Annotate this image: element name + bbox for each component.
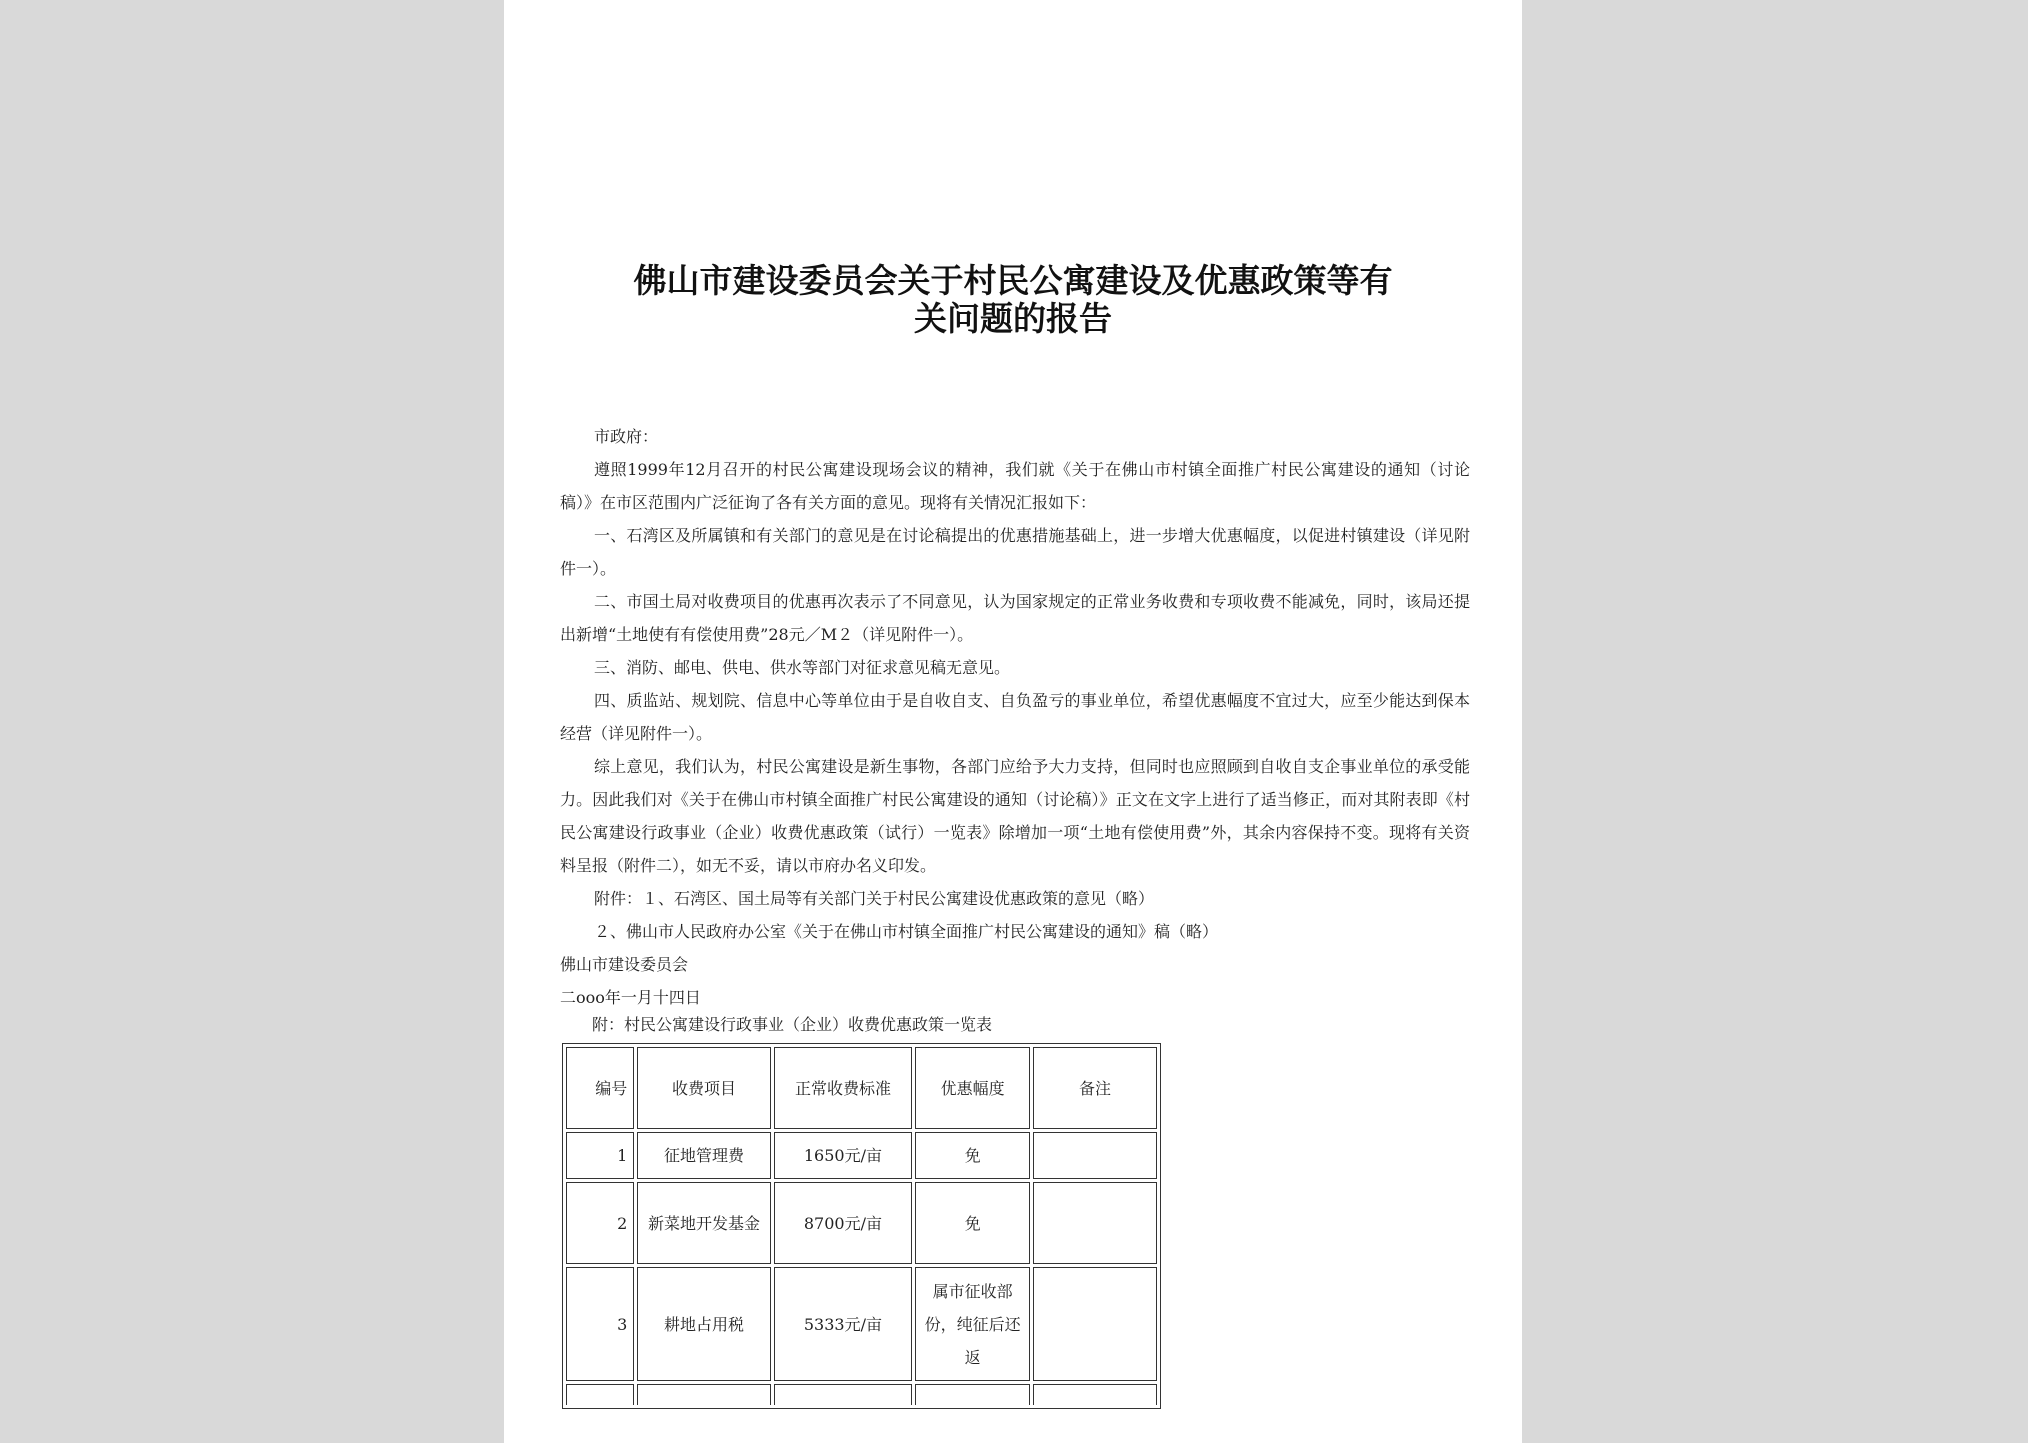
header-standard: 正常收费标准 (774, 1047, 912, 1129)
cell-remark (1033, 1182, 1157, 1264)
cell-item: 耕地占用税 (637, 1267, 770, 1381)
paragraph-item-1: 一、石湾区及所属镇和有关部门的意见是在讨论稿提出的优惠措施基础上，进一步增大优惠幅度，以促进村镇建设（详见附件一）。 (560, 526, 1470, 578)
signature-date: 二ooo年一月十四日 (560, 988, 701, 1007)
document-body (560, 420, 1470, 1014)
cell-no: 3 (566, 1267, 634, 1381)
table-caption: 附：村民公寓建设行政事业（企业）收费优惠政策一览表 (592, 1015, 993, 1034)
cell-no: 1 (566, 1132, 634, 1179)
paragraph-summary: 综上意见，我们认为，村民公寓建设是新生事物，各部门应给予大力支持，但同时也应照顾到自收自支企事业单位的承受能力。因此我们对《关于在佛山市村镇全面推广村民公寓建设的通知（讨论稿）》正文在文字上进行了适当修正，而对其附表即《村民公寓建设行政事业（企业）收费优惠政策（试行）一览表》除增加一项“土地有偿使用费”外，其余内容保持不变。现将有关资料呈报（附件二），如无不妥，请以市府办名义印发。 (560, 757, 1470, 875)
table-header-row (566, 1047, 1157, 1129)
salutation: 市政府： (594, 427, 659, 446)
cell-remark (1033, 1132, 1157, 1179)
attachment-1: 附件：１、石湾区、国土局等有关部门关于村民公寓建设优惠政策的意见（略） (594, 889, 1155, 908)
cell-item: 征地管理费 (637, 1132, 770, 1179)
table-row-partial (566, 1384, 1157, 1405)
cell-standard: 1650元/亩 (774, 1132, 912, 1179)
header-discount: 优惠幅度 (915, 1047, 1030, 1129)
fee-table (562, 1043, 1161, 1409)
table-row (566, 1132, 1157, 1179)
cell-discount: 免 (915, 1132, 1030, 1179)
paragraph-item-4: 四、质监站、规划院、信息中心等单位由于是自收自支、自负盈亏的事业单位，希望优惠幅度不宜过大，应至少能达到保本经营（详见附件一）。 (560, 691, 1470, 743)
paragraph-item-2: 二、市国土局对收费项目的优惠再次表示了不同意见，认为国家规定的正常业务收费和专项收费不能减免，同时，该局还提出新增“土地使有有偿使用费”28元／M２（详见附件一）。 (560, 592, 1470, 644)
document-page (504, 0, 1522, 1443)
cell-no: 2 (566, 1182, 634, 1264)
cell-discount: 免 (915, 1182, 1030, 1264)
title-line-1: 佛山市建设委员会关于村民公寓建设及优惠政策等有 (633, 261, 1393, 300)
cell-standard: 5333元/亩 (774, 1267, 912, 1381)
cell-standard: 8700元/亩 (774, 1182, 912, 1264)
header-remark: 备注 (1033, 1047, 1157, 1129)
paragraph-intro: 遵照1999年12月召开的村民公寓建设现场会议的精神，我们就《关于在佛山市村镇全面推广村民公寓建设的通知（讨论稿）》在市区范围内广泛征询了各有关方面的意见。现将有关情况汇报如下： (560, 460, 1470, 512)
paragraph-item-3: 三、消防、邮电、供电、供水等部门对征求意见稿无意见。 (594, 658, 1011, 677)
header-no: 编号 (566, 1047, 634, 1129)
document-title (504, 262, 1522, 338)
cell-discount: 属市征收部份，纯征后还返 (915, 1267, 1030, 1381)
attachment-2: ２、佛山市人民政府办公室《关于在佛山市村镇全面推广村民公寓建设的通知》稿（略） (594, 922, 1219, 941)
cell-item: 新菜地开发基金 (637, 1182, 770, 1264)
table-row (566, 1267, 1157, 1381)
signature-org: 佛山市建设委员会 (560, 955, 689, 974)
header-item: 收费项目 (637, 1047, 770, 1129)
table-row (566, 1182, 1157, 1264)
cell-remark (1033, 1267, 1157, 1381)
title-line-2: 关问题的报告 (914, 299, 1112, 338)
